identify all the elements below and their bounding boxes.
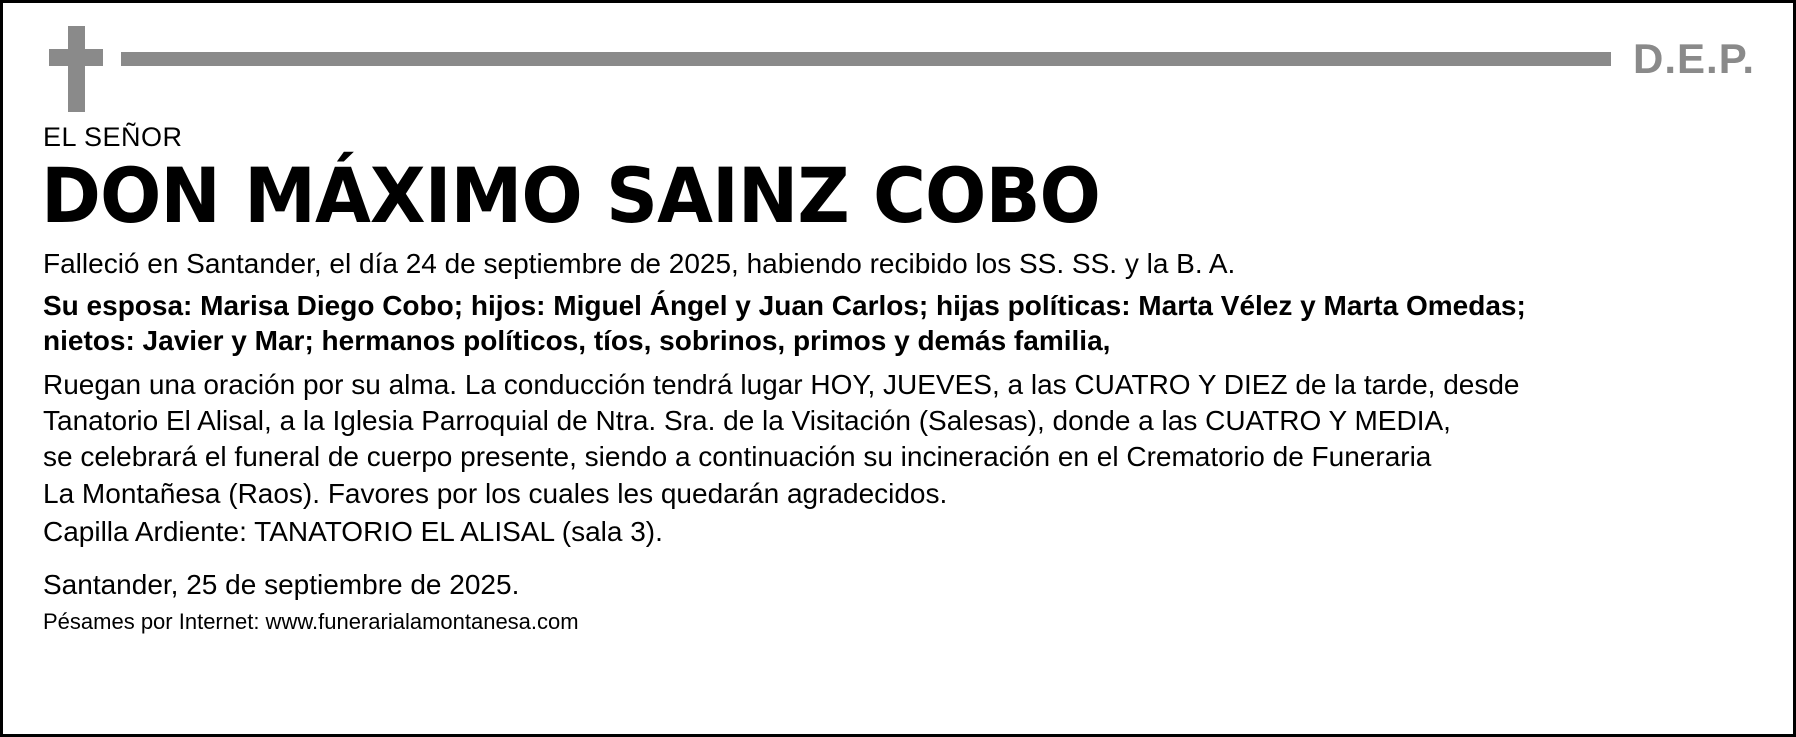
- notice-content: [41, 117, 1755, 724]
- deceased-name: DON MÁXIMO SAINZ COBO: [41, 150, 1100, 240]
- death-details-line: Falleció en Santander, el día 24 de septiembre de 2025, habiendo recibido los SS. SS. y la B. A.: [43, 248, 1236, 280]
- header-divider-rule: [121, 52, 1611, 66]
- request-line: Ruegan una oración por su alma. La conducción tendrá lugar HOY, JUEVES, a las CUATRO Y DIEZ de la tarde, desde: [43, 368, 1520, 400]
- notice-header: [41, 21, 1755, 117]
- family-line: nietos: Javier y Mar; hermanos políticos, tíos, sobrinos, primos y demás familia,: [43, 325, 1111, 357]
- cross-vertical-bar: [68, 26, 85, 112]
- request-line: Tanatorio El Alisal, a la Iglesia Parroquial de Ntra. Sra. de la Visitación (Salesas), donde a las CUATRO Y MEDIA,: [43, 404, 1451, 436]
- dep-label: D.E.P.: [1633, 35, 1755, 82]
- family-members-block: [43, 288, 1755, 359]
- request-line: se celebrará el funeral de cuerpo presente, siendo a continuación su incineración en el Crematorio de Funeraria: [43, 441, 1432, 473]
- honorific-label: EL SEÑOR: [43, 122, 183, 152]
- family-line: Su esposa: Marisa Diego Cobo; hijos: Miguel Ángel y Juan Carlos; hijas políticas: Marta Vélez y Marta Omedas;: [43, 290, 1526, 322]
- latin-cross-icon: [49, 26, 103, 112]
- request-line: La Montañesa (Raos). Favores por los cuales les quedarán agradecidos.: [43, 477, 948, 509]
- condolences-website-line: Pésames por Internet: www.funerarialamontanesa.com: [43, 608, 579, 634]
- place-and-date: Santander, 25 de septiembre de 2025.: [43, 568, 520, 600]
- funeral-request-block: [43, 367, 1755, 513]
- chapel-line: Capilla Ardiente: TANATORIO EL ALISAL (sala 3).: [43, 516, 663, 548]
- cross-horizontal-bar: [49, 49, 103, 66]
